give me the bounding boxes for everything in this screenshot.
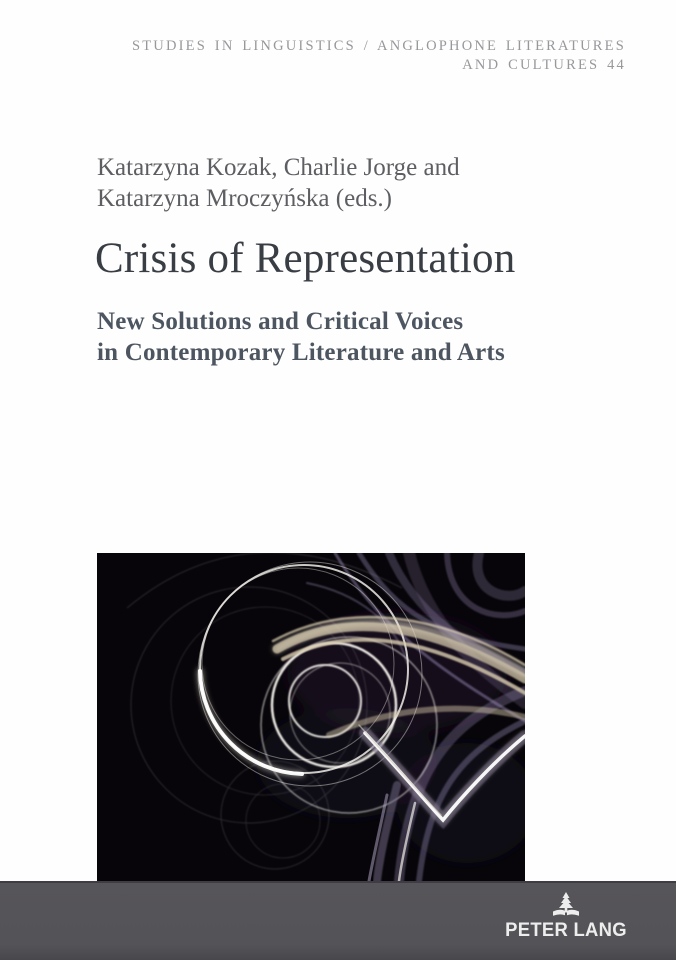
subtitle-line-1: New Solutions and Critical Voices — [97, 308, 464, 335]
editors-line-2: Katarzyna Mroczyńska (eds.) — [97, 185, 393, 212]
editors — [97, 152, 636, 214]
tree-book-logo-icon — [552, 892, 580, 918]
series-label — [60, 37, 626, 75]
publisher-band — [0, 881, 676, 960]
book-title: Crisis of Representation — [95, 235, 516, 282]
subtitle-line-2: in Contemporary Literature and Arts — [97, 339, 505, 366]
series-line-1: STUDIES IN LINGUISTICS / ANGLOPHONE LITERATURES — [131, 38, 626, 54]
publisher-logo — [500, 892, 632, 942]
series-line-2: AND CULTURES 44 — [462, 57, 626, 73]
fractal-swirl-image — [97, 553, 525, 881]
book-subtitle — [97, 306, 636, 368]
publisher-name: PETER LANG — [505, 920, 627, 941]
cover-artwork — [97, 553, 525, 881]
editors-line-1: Katarzyna Kozak, Charlie Jorge and — [97, 154, 460, 181]
